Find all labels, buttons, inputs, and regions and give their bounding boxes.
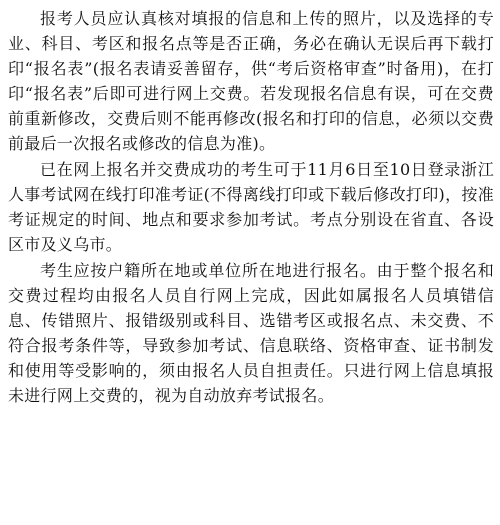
paragraph-registration-verification: 报考人员应认真核对填报的信息和上传的照片，以及选择的专业、科目、考区和报名点等是否正确，务必在确认无误后再下载打印“报名表”(报名表请妥善留存，供“考后资格审查”时备用)，在打印“报名表”后即可进行网上交费。若发现报名信息有误，可在交费前重新修改，交费后则不能再修改(报名和打印的信息，必须以交费前最后一次报名或修改的信息为准)。 [8, 9, 494, 153]
paragraph-admission-ticket-printing: 已在网上报名并交费成功的考生可于11月6日至10日登录浙江人事考试网在线打印准考证(不得离线打印或下载后修改打印)，按准考证规定的时间、地点和要求参加考试。考点分别设在省直、各设区市及义乌市。 [8, 160, 494, 254]
paragraph-registration-location-responsibility: 考生应按户籍所在地或单位所在地进行报名。由于整个报名和交费过程均由报名人员自行网上完成，因此如属报名人员填错信息、传错照片、报错级别或科目、选错考区或报名点、未交费、不符合报考条件等，导致参加考试、信息联络、资格审查、证书制发和使用等受影响的，须由报名人员自担责任。只进行网上信息填报未进行网上交费的，视为自动放弃考试报名。 [8, 261, 494, 405]
